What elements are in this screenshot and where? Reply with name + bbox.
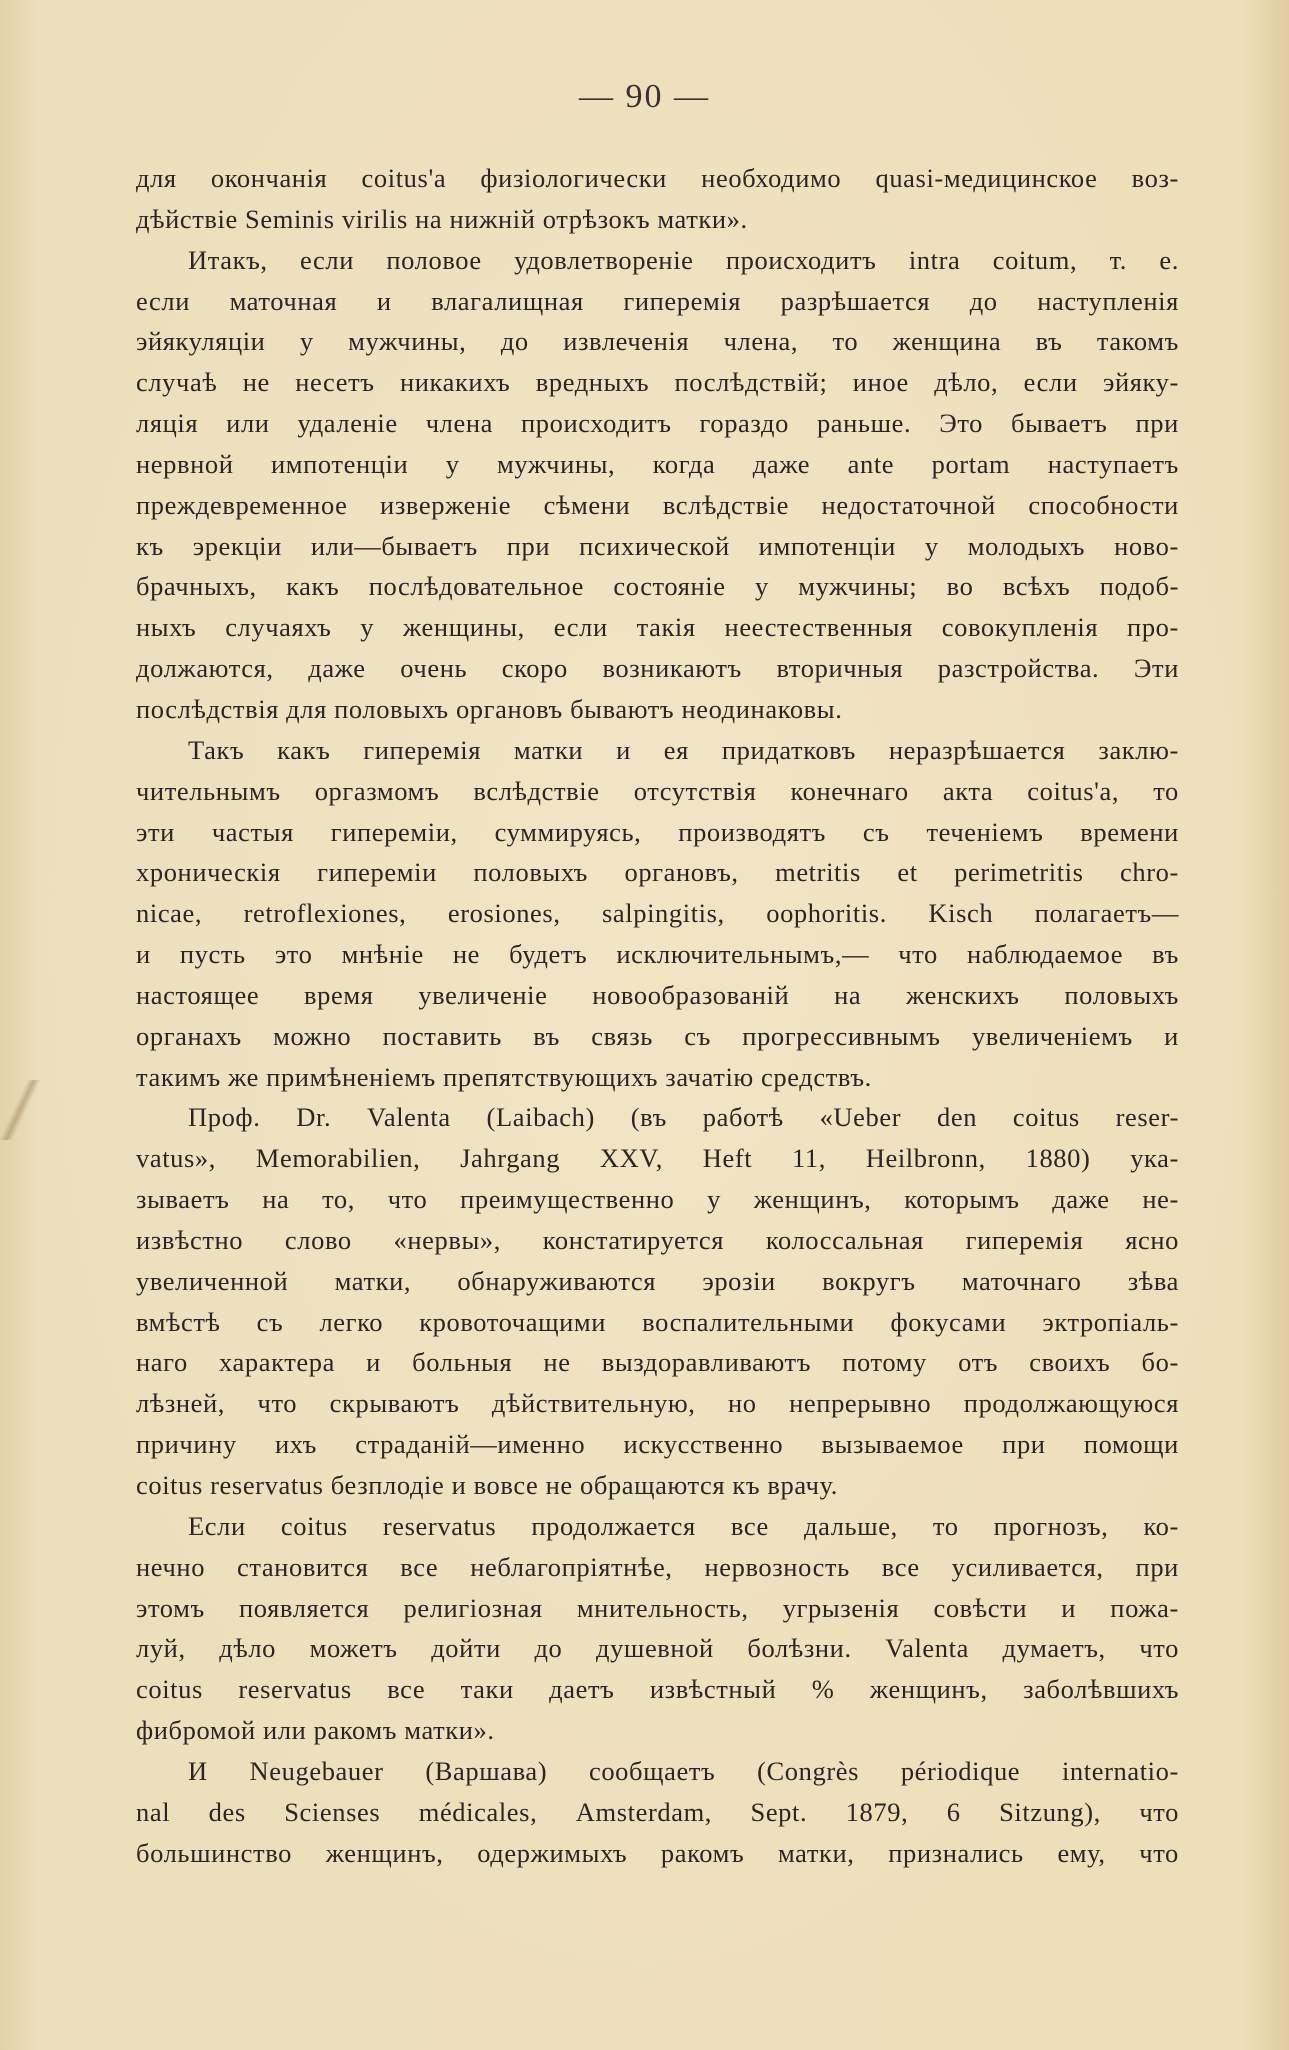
text-line: нечно становится все неблагопріятнѣе, нервозность все усиливается, при <box>136 1551 1179 1582</box>
text-line: Такъ какъ гиперемія матки и ея придатковъ неразрѣшается заклю- <box>188 734 1179 765</box>
text-line: такимъ же примѣненіемъ препятствующихъ зачатію средствъ. <box>136 1061 872 1092</box>
text-line: и пусть это мнѣніе не будетъ исключительнымъ,— что наблюдаемое въ <box>136 939 1179 970</box>
text-line: Итакъ, если половое удовлетвореніе происходитъ intra coitum, т. е. <box>188 244 1179 275</box>
text-line: эйякуляціи у мужчины, до извлеченія члена, то женщина въ такомъ <box>136 326 1179 357</box>
body-text <box>136 158 1179 1873</box>
text-line: И Neugebauer (Варшава) сообщаетъ (Congrès périodique internatio- <box>188 1755 1179 1786</box>
edge-stain <box>0 1080 40 1140</box>
text-line: лѣзней, что скрываютъ дѣйствительную, но непрерывно продолжающуюся <box>136 1388 1179 1419</box>
text-line: фибромой или ракомъ матки». <box>136 1715 495 1746</box>
text-line: извѣстно слово «нервы», констатируется колоссальная гиперемія ясно <box>136 1224 1179 1255</box>
text-line: къ эрекціи или—бываетъ при психической импотенціи у молодыхъ ново- <box>136 530 1179 561</box>
text-line: преждевременное изверженіе сѣмени вслѣдствіе недостаточной способности <box>136 489 1179 520</box>
page-number: — 90 — <box>579 78 710 115</box>
text-line: vatus», Memorabilien, Jahrgang XXV, Heft 11, Heilbronn, 1880) ука- <box>136 1143 1179 1174</box>
text-line: Проф. Dr. Valenta (Laibach) (въ работѣ «Ueber den coitus reser- <box>188 1102 1179 1133</box>
text-line: наго характера и больныя не выздоравливаютъ потому отъ своихъ бо- <box>136 1347 1179 1378</box>
text-line: брачныхъ, какъ послѣдовательное состояніе у мужчины; во всѣхъ подоб- <box>136 571 1179 602</box>
text-line: Если coitus reservatus продолжается все дальше, то прогнозъ, ко- <box>188 1510 1179 1541</box>
text-line: органахъ можно поставить въ связь съ прогрессивнымъ увеличеніемъ и <box>136 1020 1179 1051</box>
text-line: большинство женщинъ, одержимыхъ ракомъ матки, признались ему, что <box>136 1837 1179 1868</box>
text-line: эти частыя гипереміи, суммируясь, производятъ съ теченіемъ времени <box>136 816 1179 847</box>
text-line: зываетъ на то, что преимущественно у женщинъ, которымъ даже не- <box>136 1184 1179 1215</box>
text-line: ляція или удаленіе члена происходитъ гораздо раньше. Это бываетъ при <box>136 408 1179 439</box>
text-line: ныхъ случаяхъ у женщины, если такія неестественныя совокупленія про- <box>136 612 1179 643</box>
text-line: увеличенной матки, обнаруживаются эрозіи вокругъ маточнаго зѣва <box>136 1265 1179 1296</box>
text-line: должаются, даже очень скоро возникаютъ вторичныя разстройства. Эти <box>136 653 1179 684</box>
text-line: для окончанія coitus'а физіологически необходимо quasi-медицинское воз- <box>136 163 1179 193</box>
text-line: если маточная и влагалищная гиперемія разрѣшается до наступленія <box>136 285 1179 316</box>
text-line: дѣйствіе Seminis virilis на нижній отрѣзокъ матки». <box>136 203 748 234</box>
text-line: этомъ появляется религіозная мнительность, угрызенія совѣсти и пожа- <box>136 1592 1179 1623</box>
text-line: настоящее время увеличеніе новообразованій на женскихъ половыхъ <box>136 979 1179 1010</box>
text-line: случаѣ не несетъ никакихъ вредныхъ послѣдствій; иное дѣло, если эйяку- <box>136 367 1179 398</box>
text-line: луй, дѣло можетъ дойти до душевной болѣзни. Valenta думаетъ, что <box>136 1633 1179 1664</box>
text-line: coitus reservatus все таки даетъ извѣстный % женщинъ, заболѣвшихъ <box>136 1674 1179 1705</box>
text-line: coitus reservatus безплодіе и вовсе не обращаются къ врачу. <box>136 1470 839 1500</box>
text-line: хроническія гипереміи половыхъ органовъ, metritis et perimetritis chro- <box>136 857 1179 888</box>
text-line: причину ихъ страданій—именно искусственно вызываемое при помощи <box>136 1429 1179 1460</box>
text-line: вмѣстѣ съ легко кровоточащими воспалительными фокусами эктропіаль- <box>136 1306 1179 1337</box>
text-line: nal des Scienses médicales, Amsterdam, Sept. 1879, 6 Sitzung), что <box>136 1796 1179 1827</box>
text-line: нервной импотенціи у мужчины, когда даже ante portam наступаетъ <box>136 448 1179 479</box>
text-line: nicae, retroflexiones, erosiones, salpingitis, oophoritis. Kisch полагаетъ— <box>136 898 1179 929</box>
text-line: чительнымъ оргазмомъ вслѣдствіе отсутствія конечнаго акта coitus'а, то <box>136 775 1179 806</box>
text-line: послѣдствія для половыхъ органовъ бываютъ неодинаковы. <box>136 693 843 724</box>
